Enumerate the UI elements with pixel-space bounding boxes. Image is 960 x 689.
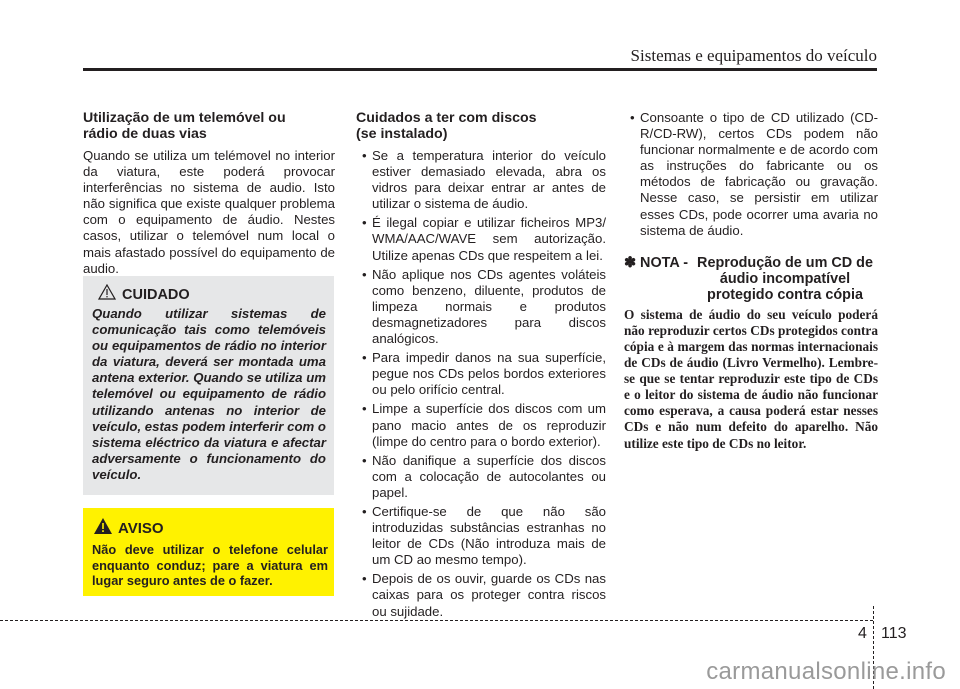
column-phone-usage	[83, 110, 335, 277]
warning-triangle-outline-icon	[98, 284, 116, 305]
list-item: • Consoante o tipo de CD utilizado (CD-R/CD-RW), certos CDs podem não funcionar normalmente e de acordo com as instruções do fabricante ou os métodos de fabricação ou gravação. Nesse caso, se persistir em utilizar esses CDs, pode ocorrer uma avaria no sistema de áudio.	[630, 110, 878, 238]
phone-heading-line1: Utilização de um telemóvel ou	[83, 110, 286, 126]
list-item: • Se a temperatura interior do veículo estiver demasiado elevada, abra os vidros para deixar entrar ar antes de utilizar o sistema de áudio.	[362, 148, 606, 212]
warning-text: Não deve utilizar o telefone celular enquanto conduz; pare a viatura em lugar seguro antes de o fazer.	[92, 542, 328, 589]
warning-triangle-filled-icon	[93, 517, 113, 540]
caution-header	[98, 284, 190, 305]
disc-heading-line2: (se instalado)	[356, 126, 448, 142]
column-disc-care	[356, 110, 606, 623]
column-cd-notes	[624, 110, 878, 452]
caution-text: Quando utilizar sistemas de comunicação tais como telemóveis ou equipamentos de rádio no interior da viatura, deverá ser montada uma antena exterior. Quando se utiliza um telemóvel ou equipamento de rádio utilizando antenas no interior de veículo, estas podem interferir com o sistema eléctrico da viatura e afectar adversamente o funcionamento do veículo.	[92, 306, 326, 482]
list-item: • Não danifique a superfície dos discos com a colocação de autocolantes ou papel.	[362, 452, 606, 500]
section-title: Sistemas e equipamentos do veículo	[630, 46, 877, 65]
warning-header	[93, 517, 164, 540]
phone-heading	[83, 110, 335, 142]
caution-title: CUIDADO	[122, 286, 190, 303]
caution-box	[83, 276, 334, 495]
list-item: • Não aplique nos CDs agentes voláteis como benzeno, diluente, produtos de limpeza normais e produtos desmagnetizadores para discos analógicos.	[362, 266, 606, 347]
list-item: • Para impedir danos na sua superfície, pegue nos CDs pelos bordos exteriores ou pelo orifício central.	[362, 350, 606, 398]
disc-care-list	[356, 148, 606, 620]
note-label: ✽ NOTA -	[624, 254, 689, 271]
list-item: • Certifique-se de que não são introduzidas substâncias estranhas no leitor de CDs (Não introduza mais de um CD ao mesmo tempo).	[362, 503, 606, 568]
phone-body: Quando se utiliza um telémovel no interior da viatura, este poderá provocar interferências no sistema de audio. Isto não significa que existe qualquer problema com o equipamento de áudio. Nestes casos, utilizar o telemóvel num local o mais afastado possível do equipamento de audio.	[83, 148, 335, 276]
warning-title: AVISO	[118, 520, 164, 537]
footer-rule	[0, 620, 873, 621]
page-number: 113	[881, 625, 907, 642]
phone-heading-line2: rádio de duas vias	[83, 126, 207, 142]
note-header	[624, 255, 878, 303]
header-rule	[83, 68, 877, 71]
list-item: • Limpe a superfície dos discos com um pano macio antes de os reproduzir (limpe do centro para o bordo exterior).	[362, 401, 606, 449]
disc-heading	[356, 110, 606, 142]
list-item: • É ilegal copiar e utilizar ficheiros MP3/ WMA/AAC/WAVE sem autorização. Utilize apenas CDs que respeitem a lei.	[362, 215, 606, 263]
note-body: O sistema de áudio do seu veículo poderá não reproduzir certos CDs protegidos contra cópia e à margem das normas internacionais de CDs de áudio (Livro Vermelho). Lembre-se que se tentar reproduzir este tipo de CDs e o leitor do sistema de áudio não funcionar como esperava, a causa poderá estar nesses CDs e não num defeito do aparelho. Não utilize este tipo de CDs no leitor.	[624, 306, 878, 451]
chapter-number: 4	[858, 625, 867, 642]
disc-heading-line1: Cuidados a ter com discos	[356, 110, 537, 126]
list-item: • Depois de os ouvir, guarde os CDs nas caixas para os proteger contra riscos ou sujidade.	[362, 571, 606, 619]
watermark: carmanualsonline.info	[706, 658, 946, 685]
warning-box	[83, 508, 334, 596]
cd-type-list	[624, 110, 878, 239]
note-title: Reprodução de um CD de áudio incompatível protegido contra cópia	[697, 254, 873, 303]
